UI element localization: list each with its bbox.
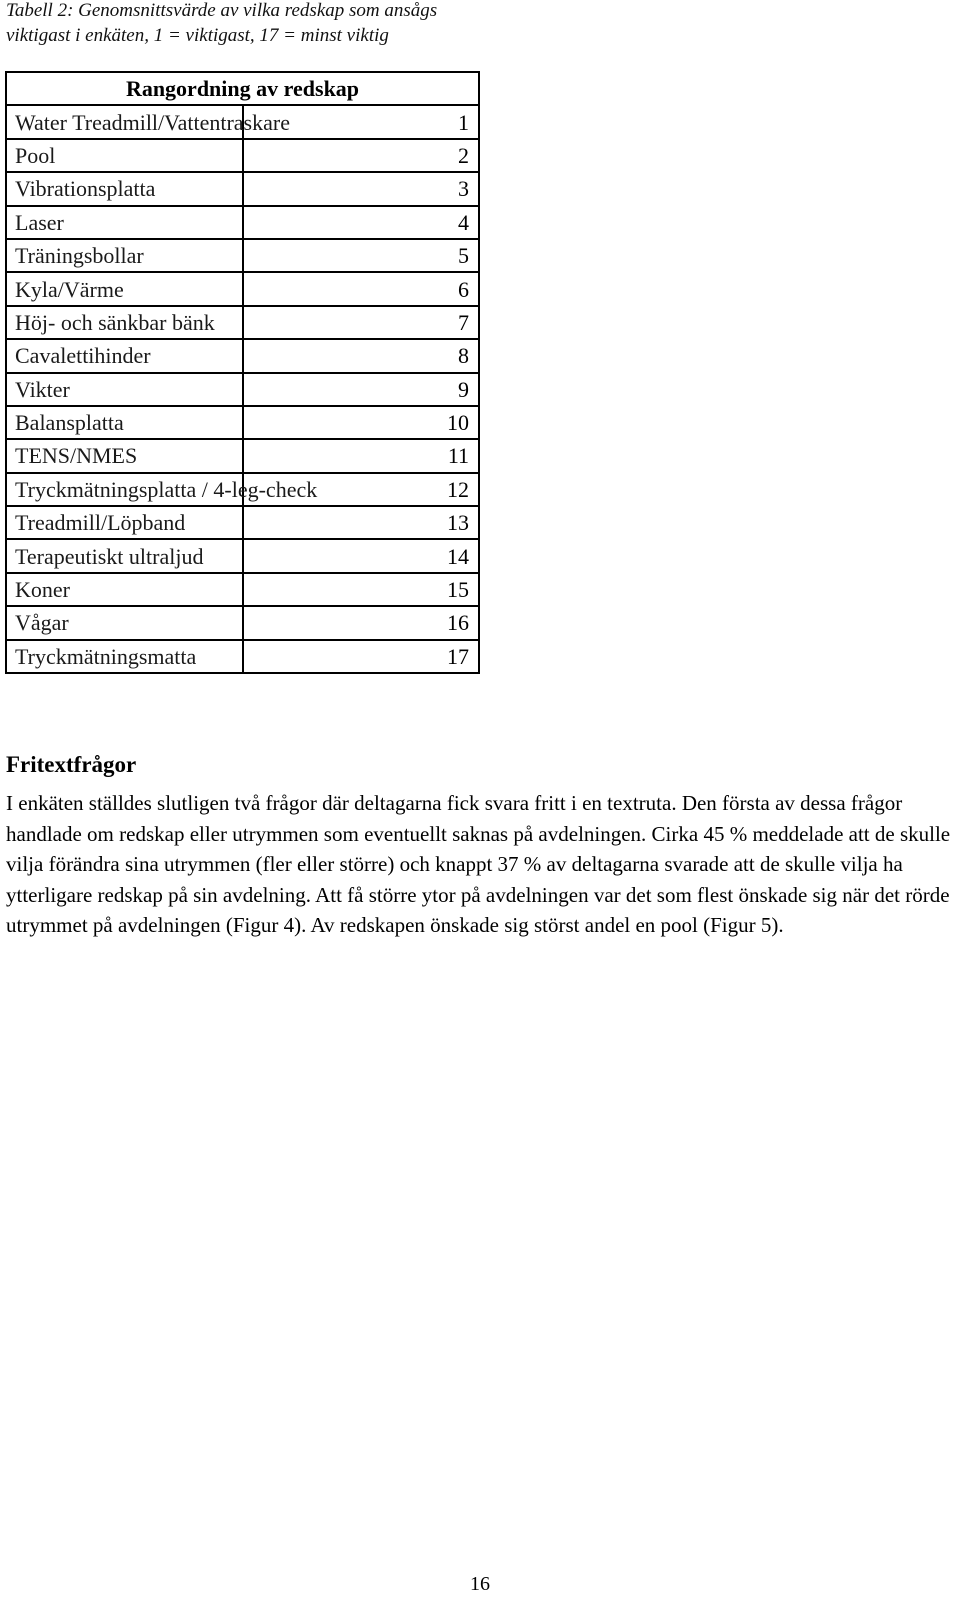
equipment-name: Kyla/Värme [6,272,243,305]
equipment-rank: 3 [243,172,480,205]
page-number: 16 [470,1573,490,1595]
table-row [6,473,479,506]
table-row [6,139,479,172]
equipment-rank: 4 [243,206,480,239]
equipment-name: Water Treadmill/Vattentraskare [6,105,243,138]
equipment-rank: 7 [243,306,480,339]
table-row [6,406,479,439]
equipment-rank: 1 [243,105,480,138]
table-row [6,640,479,673]
equipment-name: Tryckmätningsmatta [6,640,243,673]
table-row [6,606,479,639]
equipment-name: Koner [6,573,243,606]
equipment-rank: 11 [243,439,480,472]
table-row [6,439,479,472]
table-row [6,272,479,305]
body-paragraph: I enkäten ställdes slutligen två frågor där deltagarna fick svara fritt i en textruta. Den första av dessa frågor handlade om redskap eller utrymmen som eventuellt saknas på avdelningen. Cirka 45 % meddelade att de skulle vilja förändra sina utrymmen (fler eller större) och knappt 37 % av deltagarna svarade att de skulle vilja ha ytterligare redskap på sin avdelning. Att få större ytor på avdelningen var det som flest önskade sig när det rörde utrymmet på avdelningen (Figur 4). Av redskapen önskade sig störst andel en pool (Figur 5). [6,791,951,938]
equipment-rank: 9 [243,373,480,406]
ranking-table [5,71,480,674]
equipment-rank: 13 [243,506,480,539]
equipment-name: Vågar [6,606,243,639]
equipment-rank: 8 [243,339,480,372]
equipment-name: Pool [6,139,243,172]
table-row [6,373,479,406]
equipment-rank: 12 [243,473,480,506]
table-row [6,239,479,272]
equipment-rank: 16 [243,606,480,639]
table-header: Rangordning av redskap [6,72,479,105]
equipment-name: TENS/NMES [6,439,243,472]
equipment-name: Tryckmätningsplatta / 4-leg-check [6,473,243,506]
equipment-rank: 15 [243,573,480,606]
table-header-row [6,72,479,105]
equipment-name: Laser [6,206,243,239]
table-row [6,206,479,239]
equipment-name: Höj- och sänkbar bänk [6,306,243,339]
table-caption: Tabell 2: Genomsnittsvärde av vilka redskap som ansågs viktigast i enkäten, 1 = viktigast, 17 = minst viktig [6,0,438,46]
equipment-name: Vikter [6,373,243,406]
equipment-name: Terapeutiskt ultraljud [6,539,243,572]
table-body [6,105,479,673]
equipment-name: Träningsbollar [6,239,243,272]
table-row [6,573,479,606]
equipment-name: Cavalettihinder [6,339,243,372]
equipment-name: Vibrationsplatta [6,172,243,205]
table-row [6,172,479,205]
section-heading: Fritextfrågor [6,752,137,777]
equipment-rank: 17 [243,640,480,673]
equipment-name: Treadmill/Löpband [6,506,243,539]
equipment-rank: 10 [243,406,480,439]
equipment-rank: 6 [243,272,480,305]
table-row [6,339,479,372]
table-row [6,306,479,339]
table-row [6,105,479,138]
table-row [6,539,479,572]
table-row [6,506,479,539]
equipment-name: Balansplatta [6,406,243,439]
equipment-rank: 2 [243,139,480,172]
equipment-rank: 14 [243,539,480,572]
equipment-rank: 5 [243,239,480,272]
